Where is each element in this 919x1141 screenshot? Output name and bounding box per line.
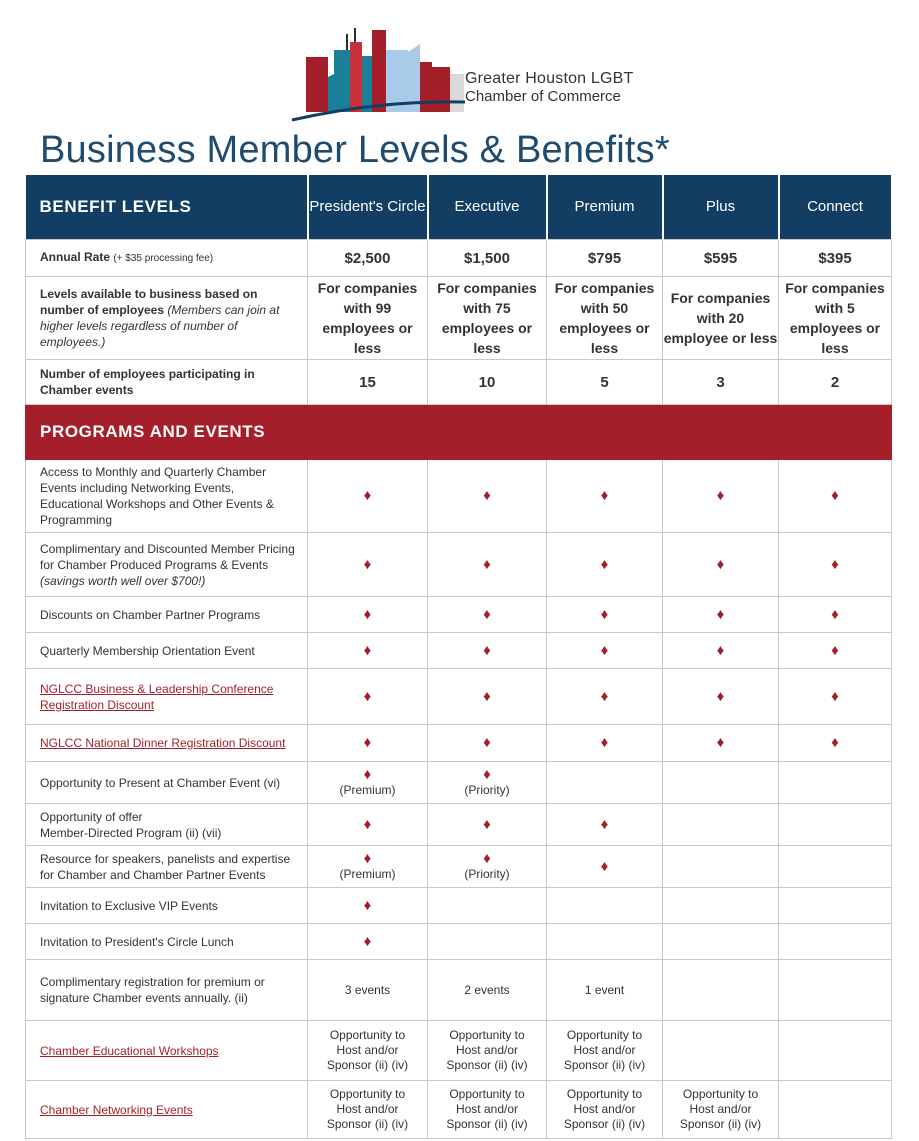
diamond-icon: ♦: [483, 605, 491, 623]
benefit-cell: [428, 960, 547, 1021]
benefit-label[interactable]: [26, 725, 308, 762]
annual-rate-row: [26, 240, 892, 277]
diamond-icon: ♦: [363, 641, 372, 659]
diamond-icon: ♦: [831, 641, 839, 659]
benefit-cell: [779, 924, 892, 960]
benefit-cell: [547, 633, 663, 669]
benefit-text: [40, 852, 290, 882]
benefit-note: (Priority): [464, 783, 510, 797]
diamond-icon: ♦: [363, 605, 372, 623]
benefit-cell: [779, 846, 892, 888]
diamond-icon: ♦: [483, 850, 491, 867]
benefit-cell: [779, 1081, 892, 1139]
benefit-cell: [547, 1081, 663, 1139]
benefit-text-main: Chamber Networking Events: [40, 1102, 193, 1117]
participants-cell: 5: [547, 360, 663, 405]
benefit-label: [26, 460, 308, 533]
level-label: Premium: [574, 198, 635, 215]
benefit-label: [26, 924, 308, 960]
benefit-row: [26, 888, 892, 924]
diamond-icon: ♦: [716, 687, 725, 705]
diamond-icon: ♦: [831, 555, 839, 573]
level-label: Connect: [807, 198, 863, 215]
benefit-row: [26, 1081, 892, 1139]
benefit-cell: [663, 633, 779, 669]
annual-rate-label: [26, 240, 308, 277]
benefit-label: [26, 888, 308, 924]
benefit-cell: [779, 888, 892, 924]
benefit-row: [26, 960, 892, 1021]
benefit-row: [26, 846, 892, 888]
participants-row: [26, 360, 892, 405]
benefit-cell: [663, 597, 779, 633]
benefit-row: [26, 669, 892, 725]
benefit-note: (Premium): [339, 867, 396, 881]
benefit-label: [26, 960, 308, 1021]
diamond-icon: ♦: [716, 555, 725, 573]
diamond-icon: ♦: [483, 734, 491, 751]
benefit-cell: [308, 460, 428, 533]
benefit-cell: [308, 597, 428, 633]
benefit-text-main: Access to Monthly and Quarterly Chamber Events including Networking Events, Educational Workshops and Other Events & Programming: [40, 465, 274, 527]
diamond-icon: ♦: [363, 850, 372, 867]
benefit-cell: [779, 460, 892, 533]
benefit-cell: [779, 725, 892, 762]
benefit-cell: [779, 762, 892, 804]
benefit-note: (Premium): [339, 783, 396, 797]
benefit-cell: [428, 846, 547, 888]
benefit-cell: [428, 460, 547, 533]
benefit-text-main: Discounts on Chamber Partner Programs: [40, 607, 261, 622]
benefit-value: 3 events: [344, 982, 391, 997]
benefit-cell: [428, 762, 547, 804]
annual-rate-note: (+ $35 processing fee): [113, 253, 214, 264]
benefit-cell: [308, 960, 428, 1021]
diamond-icon: ♦: [600, 555, 609, 573]
participants-title: Number of employees participating in Chamber events: [40, 367, 255, 397]
benefit-cell: [663, 846, 779, 888]
benefit-cell: [428, 533, 547, 597]
benefit-text-main: Complimentary registration for premium or signature Chamber events annually. (ii): [40, 975, 265, 1005]
diamond-icon: ♦: [716, 734, 725, 751]
benefit-text-main: Invitation to President's Circle Lunch: [40, 934, 234, 949]
org-name: [465, 70, 634, 105]
benefit-cell: [779, 633, 892, 669]
benefit-link[interactable]: [40, 1103, 193, 1117]
benefit-row: [26, 460, 892, 533]
header-row: [26, 175, 892, 240]
benefit-cell: [547, 460, 663, 533]
participants-label: [26, 360, 308, 405]
benefit-text-main: NGLCC Business & Leadership Conference Registration Discount: [40, 681, 274, 712]
benefit-cell: [428, 1081, 547, 1139]
benefit-link[interactable]: [40, 1044, 219, 1058]
benefit-row: [26, 1021, 892, 1081]
benefit-cell: [779, 597, 892, 633]
benefit-label[interactable]: [26, 669, 308, 725]
level-label: Plus: [705, 198, 736, 215]
benefit-text: [40, 776, 280, 790]
benefit-cell: [547, 846, 663, 888]
benefit-cell: [308, 633, 428, 669]
benefit-text-main: Quarterly Membership Orientation Event: [40, 643, 255, 658]
benefit-cell: [547, 533, 663, 597]
diamond-icon: ♦: [363, 487, 372, 504]
benefit-row: [26, 533, 892, 597]
participants-cell: 3: [663, 360, 779, 405]
level-connect: [779, 175, 892, 240]
benefit-cell: [428, 888, 547, 924]
benefit-text: [40, 608, 260, 622]
benefit-cell: [663, 762, 779, 804]
diamond-icon: ♦: [483, 815, 491, 833]
benefit-link[interactable]: [40, 736, 285, 750]
eligibility-cell: For companies with 50 employees or less: [547, 277, 663, 360]
benefit-text-main: Resource for speakers, panelists and expertise for Chamber and Chamber Partner Events: [40, 851, 291, 882]
benefit-cell: [428, 633, 547, 669]
diamond-icon: ♦: [600, 687, 609, 705]
benefit-label[interactable]: [26, 1081, 308, 1139]
benefit-cell: [428, 924, 547, 960]
benefit-value: 1 event: [584, 982, 625, 997]
benefit-cell: [547, 804, 663, 846]
benefit-text: [40, 644, 255, 658]
diamond-icon: ♦: [483, 766, 491, 783]
price-cell: $795: [547, 240, 663, 277]
diamond-icon: ♦: [363, 932, 372, 950]
level-premium: [547, 175, 663, 240]
benefit-text-main: Opportunity to Present at Chamber Event (vi): [40, 775, 281, 790]
benefit-cell: [547, 888, 663, 924]
benefit-row: [26, 597, 892, 633]
level-presidents-circle: [308, 175, 428, 240]
eligibility-row: [26, 277, 892, 360]
benefit-label[interactable]: [26, 1021, 308, 1081]
benefit-cell: [779, 533, 892, 597]
benefit-cell: [428, 804, 547, 846]
eligibility-note: (Members can join at higher levels regardless of number of employees.): [40, 303, 280, 349]
diamond-icon: ♦: [831, 605, 839, 623]
price-cell: $395: [779, 240, 892, 277]
diamond-icon: ♦: [483, 487, 491, 504]
org-name-line2: Chamber of Commerce: [465, 88, 621, 105]
eligibility-title: Levels available to business based on number of employees: [40, 287, 258, 317]
diamond-icon: ♦: [483, 641, 491, 659]
benefit-value: Opportunity to Host and/or Sponsor (ii) (iv): [563, 1028, 646, 1072]
benefit-cell: [547, 924, 663, 960]
benefit-cell: [308, 1021, 428, 1081]
benefit-text: [40, 975, 265, 1005]
diamond-icon: ♦: [363, 815, 372, 833]
benefit-value: Opportunity to Host and/or Sponsor (ii) (iv): [563, 1087, 646, 1131]
benefit-text-line: Opportunity of offer: [40, 809, 143, 824]
participants-cell: 10: [428, 360, 547, 405]
diamond-icon: ♦: [363, 896, 372, 914]
benefit-cell: [428, 597, 547, 633]
benefit-cell: [428, 1021, 547, 1081]
diamond-icon: ♦: [600, 857, 609, 875]
benefit-text-main: Chamber Educational Workshops: [40, 1043, 219, 1058]
section-programs-row: [26, 405, 892, 460]
benefit-levels-heading: BENEFIT LEVELS: [26, 175, 308, 240]
diamond-icon: ♦: [600, 641, 609, 659]
benefits-table: [25, 175, 893, 1139]
benefit-label: [26, 633, 308, 669]
diamond-icon: ♦: [600, 605, 609, 623]
benefit-cell: [547, 669, 663, 725]
benefit-value: Opportunity to Host and/or Sponsor (ii) (iv): [326, 1028, 409, 1072]
benefit-value: Opportunity to Host and/or Sponsor (ii) (iv): [326, 1087, 409, 1131]
level-executive: [428, 175, 547, 240]
diamond-icon: ♦: [716, 605, 725, 623]
benefit-label: [26, 804, 308, 846]
participants-cell: 15: [308, 360, 428, 405]
benefit-cell: [663, 924, 779, 960]
benefit-cell: [663, 533, 779, 597]
section-programs-heading: PROGRAMS AND EVENTS: [26, 405, 892, 460]
benefit-value: Opportunity to Host and/or Sponsor (ii) (iv): [446, 1028, 528, 1072]
level-label: Executive: [454, 198, 520, 215]
benefit-cell: [779, 960, 892, 1021]
benefit-link[interactable]: [40, 682, 273, 712]
benefit-cell: [663, 1021, 779, 1081]
benefit-text-note: (savings worth well over $700!): [40, 573, 206, 588]
diamond-icon: ♦: [363, 766, 372, 783]
benefit-cell: [308, 888, 428, 924]
price-cell: $595: [663, 240, 779, 277]
benefit-label: [26, 533, 308, 597]
diamond-icon: ♦: [363, 555, 372, 573]
benefit-cell: [663, 804, 779, 846]
diamond-icon: ♦: [831, 487, 839, 504]
benefit-text: [40, 810, 221, 840]
benefit-cell: [308, 804, 428, 846]
eligibility-cell: For companies with 5 employees or less: [779, 277, 892, 360]
benefit-text: [40, 935, 234, 949]
diamond-icon: ♦: [600, 487, 609, 504]
benefit-text: [40, 899, 218, 913]
benefit-cell: [547, 762, 663, 804]
benefit-label: [26, 597, 308, 633]
diamond-icon: ♦: [831, 734, 839, 751]
benefit-cell: [308, 533, 428, 597]
benefit-row: [26, 633, 892, 669]
eligibility-cell: For companies with 99 employees or less: [308, 277, 428, 360]
diamond-icon: ♦: [483, 687, 491, 705]
benefit-cell: [663, 888, 779, 924]
benefit-row: [26, 924, 892, 960]
benefit-value: 2 events: [464, 982, 510, 997]
eligibility-cell: For companies with 75 employees or less: [428, 277, 547, 360]
benefit-cell: [308, 924, 428, 960]
diamond-icon: ♦: [716, 487, 725, 504]
benefit-cell: [308, 846, 428, 888]
benefit-cell: [308, 725, 428, 762]
diamond-icon: ♦: [363, 734, 372, 751]
diamond-icon: ♦: [831, 687, 839, 705]
benefit-cell: [308, 669, 428, 725]
level-plus: [663, 175, 779, 240]
benefit-cell: [428, 669, 547, 725]
benefit-cell: [663, 1081, 779, 1139]
benefit-text-main: NGLCC National Dinner Registration Discount: [40, 736, 286, 750]
price-cell: $2,500: [308, 240, 428, 277]
diamond-icon: ♦: [600, 734, 609, 751]
benefit-cell: [547, 725, 663, 762]
benefit-cell: [547, 960, 663, 1021]
benefit-text-main: Invitation to Exclusive VIP Events: [40, 898, 218, 913]
benefit-cell: [308, 762, 428, 804]
benefit-cell: [663, 725, 779, 762]
benefit-cell: [779, 1021, 892, 1081]
annual-rate-title: Annual Rate: [40, 250, 111, 264]
benefit-cell: [308, 1081, 428, 1139]
benefit-cell: [663, 960, 779, 1021]
benefit-cell: [428, 725, 547, 762]
benefit-cell: [779, 669, 892, 725]
org-name-line1: Greater Houston LGBT: [465, 70, 634, 87]
participants-cell: 2: [779, 360, 892, 405]
benefit-text-line: Member-Directed Program (ii) (vii): [40, 825, 222, 840]
page-title: Business Member Levels & Benefits*: [40, 129, 670, 171]
benefit-cell: [663, 669, 779, 725]
benefit-row: [26, 725, 892, 762]
benefit-note: (Priority): [464, 867, 510, 881]
benefit-cell: [779, 804, 892, 846]
benefit-text: [40, 542, 295, 588]
benefit-text-main: Complimentary and Discounted Member Pricing for Chamber Produced Programs & Events: [40, 541, 295, 572]
price-cell: $1,500: [428, 240, 547, 277]
benefit-row: [26, 762, 892, 804]
eligibility-cell: For companies with 20 employee or less: [663, 277, 779, 360]
diamond-icon: ♦: [716, 641, 725, 659]
benefit-cell: [663, 460, 779, 533]
benefit-text: [40, 465, 274, 527]
eligibility-label: [26, 277, 308, 360]
benefit-value: Opportunity to Host and/or Sponsor (ii) (iv): [446, 1087, 528, 1131]
diamond-icon: ♦: [483, 555, 491, 573]
benefit-label: [26, 762, 308, 804]
diamond-icon: ♦: [363, 687, 372, 705]
level-label: President's Circle: [309, 198, 426, 215]
benefit-cell: [547, 1021, 663, 1081]
benefit-row: [26, 804, 892, 846]
benefit-label: [26, 846, 308, 888]
benefit-value: Opportunity to Host and/or Sponsor (ii) (iv): [679, 1087, 762, 1131]
benefit-cell: [547, 597, 663, 633]
diamond-icon: ♦: [600, 815, 609, 833]
